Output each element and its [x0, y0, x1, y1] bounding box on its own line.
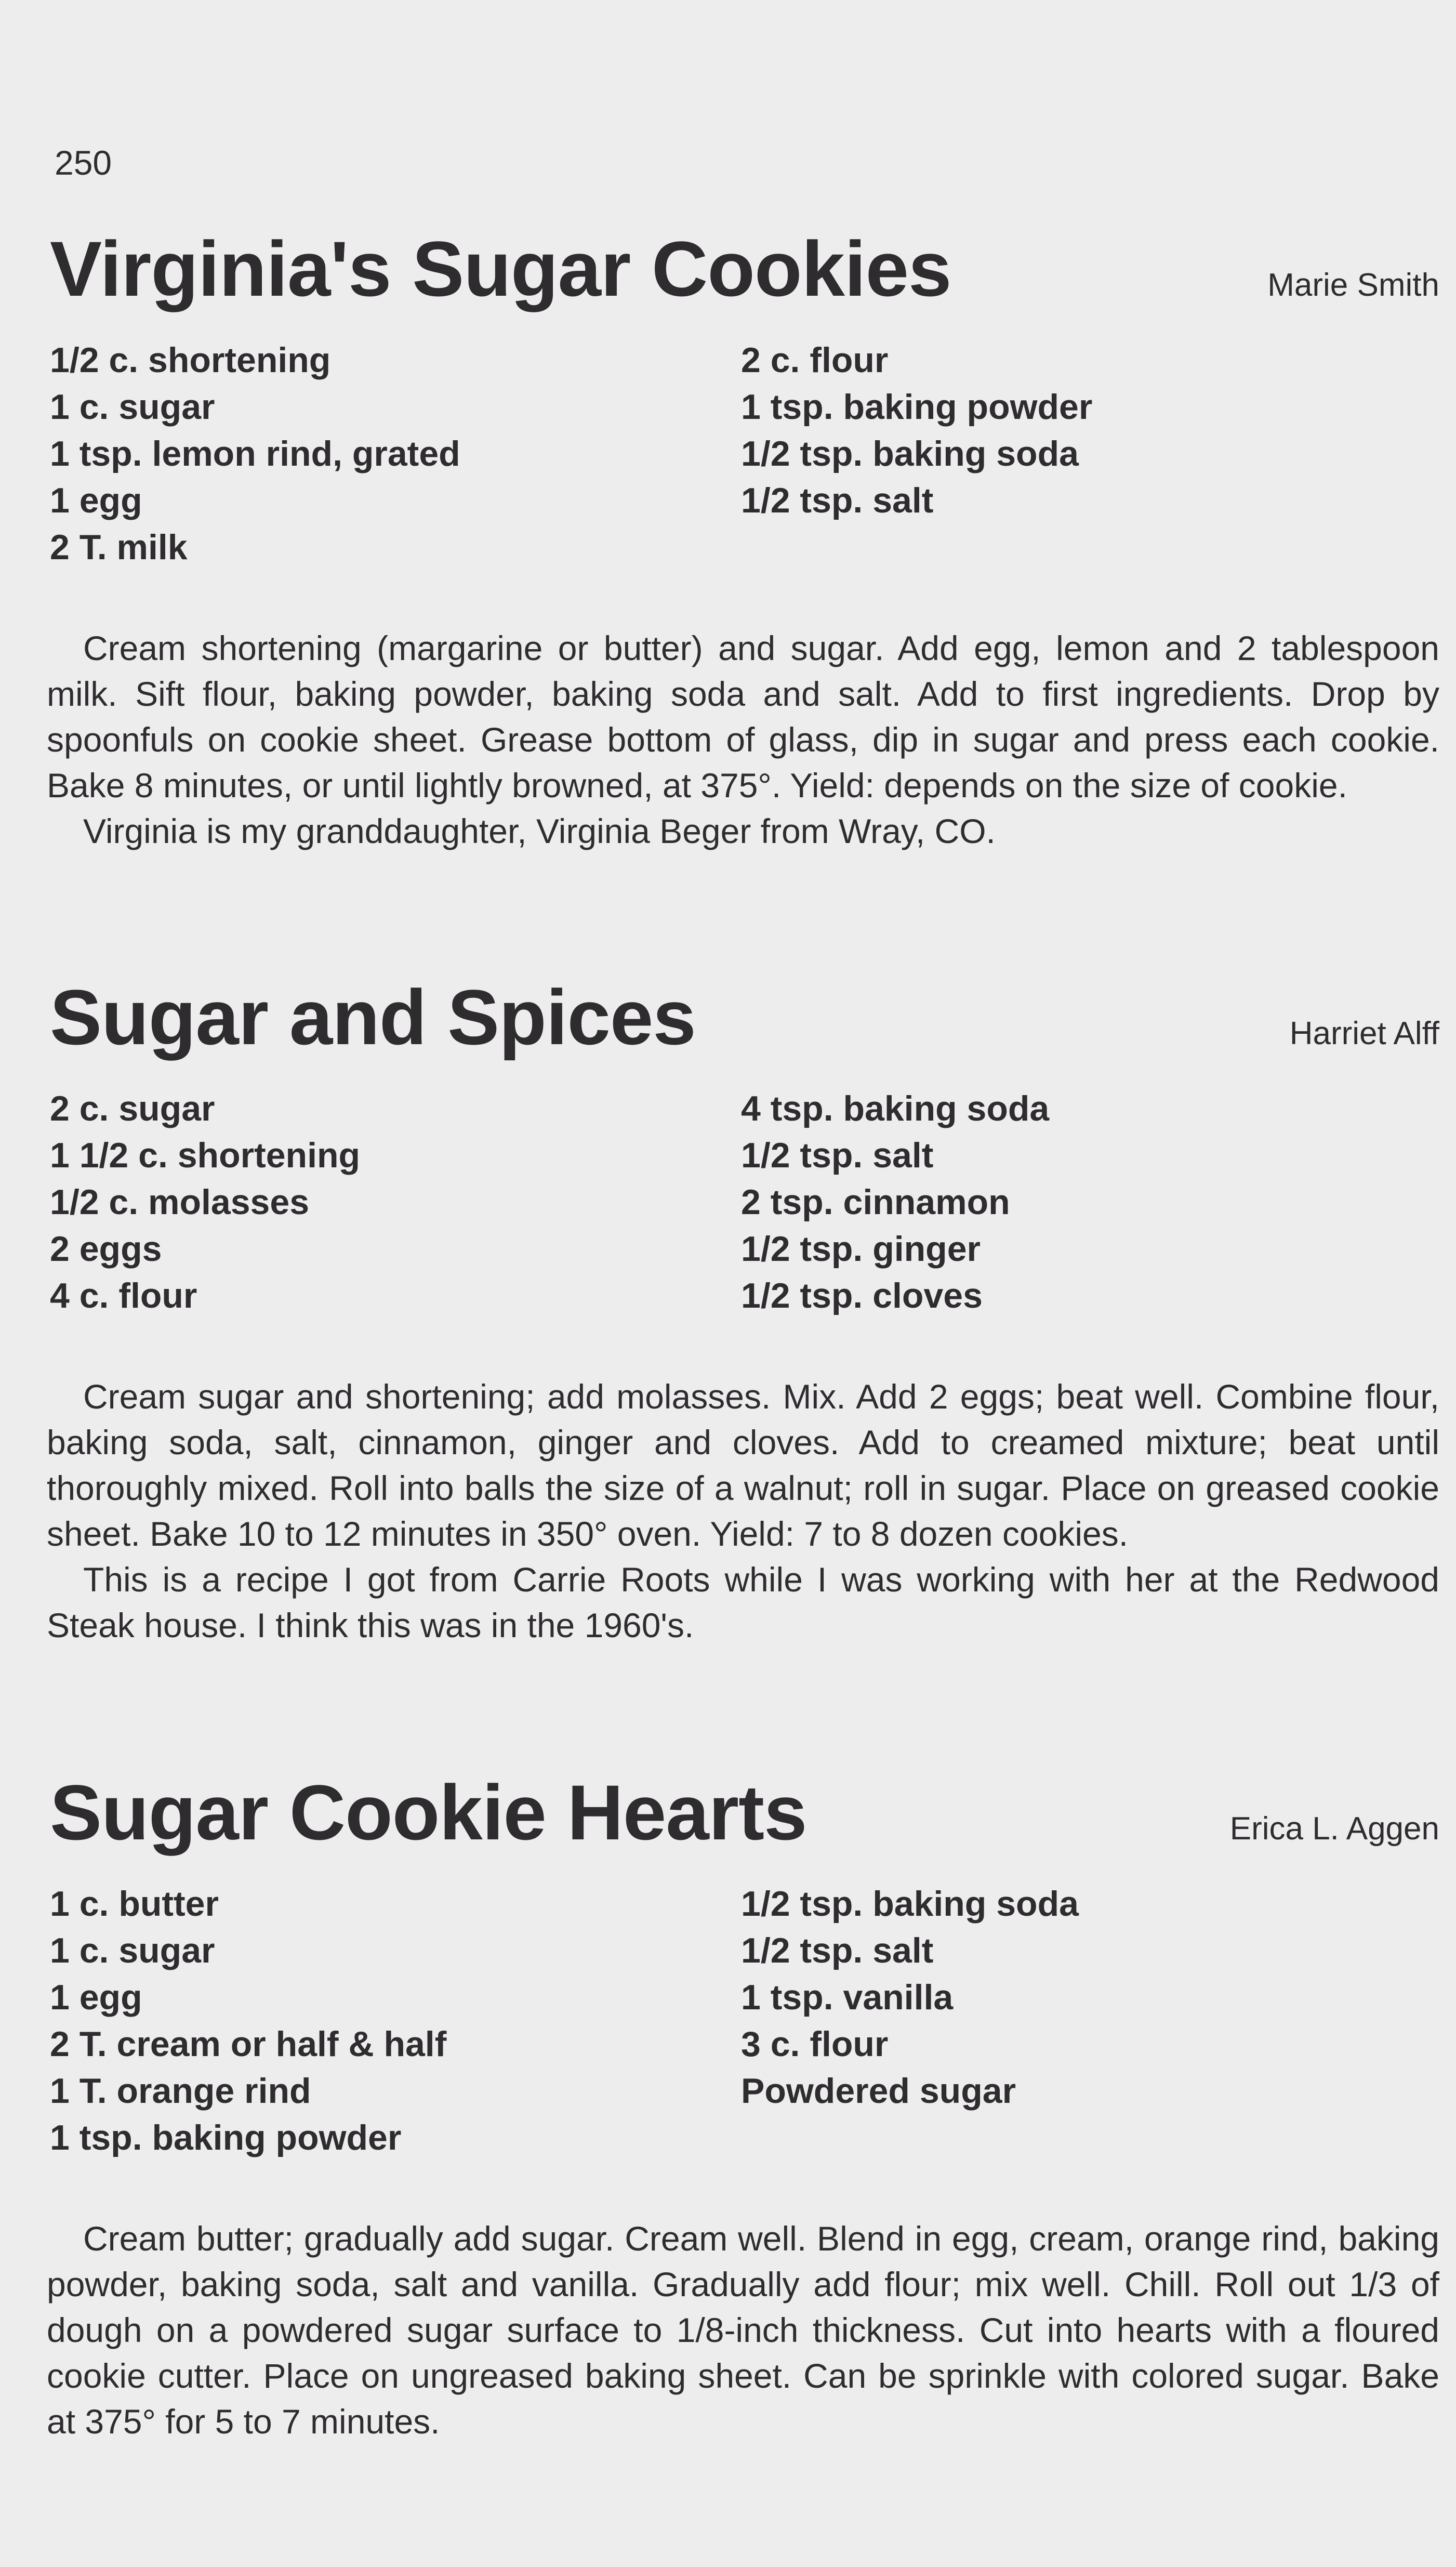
ingredient-item: 1 tsp. lemon rind, grated — [50, 434, 460, 473]
recipe-directions — [47, 2216, 1439, 2444]
ingredient-item: 1 c. sugar — [50, 387, 215, 427]
directions-paragraph: Cream sugar and shortening; add molasses. Mix. Add 2 eggs; beat well. Combine flour, baking soda, salt, cinnamon, ginger and cloves. Add to creamed mixture; beat until thoroughly mixed. Roll into balls the size of a walnut; roll in sugar. Place on greased cookie sheet. Bake 10 to 12 minutes in 350° oven. Yield: 7 to 8 dozen cookies. — [47, 1377, 1439, 1553]
ingredient-column-left — [47, 1880, 741, 2161]
ingredient-item: 2 c. sugar — [50, 1089, 215, 1128]
recipe-author: Harriet Alff — [1289, 1016, 1439, 1051]
directions-paragraph: Cream butter; gradually add sugar. Cream well. Blend in egg, cream, orange rind, baking powder, baking soda, salt and vanilla. Gradually add flour; mix well. Chill. Roll out 1/3 of dough on a powdered sugar surface to 1/8-inch thickness. Cut into hearts with a floured cookie cutter. Place on ungreased baking sheet. Can be sprinkle with colored sugar. Bake at 375° for 5 to 7 minutes. — [47, 2219, 1439, 2441]
recipe-title: Sugar and Spices — [50, 973, 696, 1061]
ingredient-column-left — [47, 337, 741, 571]
ingredient-column-right — [741, 1880, 1417, 2161]
ingredient-item: Powdered sugar — [741, 2071, 1016, 2111]
ingredient-item: 1/2 c. shortening — [50, 340, 331, 380]
page-number: 250 — [55, 143, 112, 182]
ingredient-item: 1/2 tsp. cloves — [741, 1276, 983, 1315]
recipe-directions — [47, 625, 1439, 854]
directions-paragraph: Cream shortening (margarine or butter) and sugar. Add egg, lemon and 2 tablespoon milk. Sift flour, baking powder, baking soda and salt. Add to first ingredients. Drop by spoonfuls on cookie sheet. Grease bottom of glass, dip in sugar and press each cookie. Bake 8 minutes, or until lightly browned, at 375°. Yield: depends on the size of cookie. — [47, 629, 1439, 805]
ingredient-item: 4 tsp. baking soda — [741, 1089, 1050, 1128]
ingredient-item: 1 c. sugar — [50, 1931, 215, 1970]
ingredient-item: 2 T. milk — [50, 528, 188, 567]
ingredient-item: 1/2 tsp. salt — [741, 481, 934, 520]
recipe-author: Erica L. Aggen — [1229, 1811, 1439, 1847]
ingredient-column-right — [741, 1085, 1417, 1319]
ingredient-item: 1/2 tsp. salt — [741, 1136, 934, 1175]
ingredient-item: 1/2 tsp. salt — [741, 1931, 934, 1970]
ingredient-item: 2 tsp. cinnamon — [741, 1182, 1010, 1222]
ingredient-item: 1 egg — [50, 481, 142, 520]
ingredient-item: 1/2 c. molasses — [50, 1182, 310, 1222]
ingredient-list — [47, 337, 1439, 571]
ingredient-item: 4 c. flour — [50, 1276, 197, 1315]
ingredient-item: 2 T. cream or half & half — [50, 2024, 447, 2064]
ingredient-item: 2 c. flour — [741, 340, 889, 380]
recipe-title: Sugar Cookie Hearts — [50, 1769, 807, 1856]
ingredient-item: 1 tsp. vanilla — [741, 1978, 954, 2017]
ingredient-item: 1/2 tsp. baking soda — [741, 434, 1079, 473]
ingredient-item: 3 c. flour — [741, 2024, 889, 2064]
ingredient-item: 1/2 tsp. ginger — [741, 1229, 981, 1269]
ingredient-column-left — [47, 1085, 741, 1319]
ingredient-item: 1 egg — [50, 1978, 142, 2017]
recipe-header — [47, 967, 1439, 1065]
recipe-note: This is a recipe I got from Carrie Roots while I was working with her at the Redwood Steak house. I think this was in the 1960's. — [47, 1560, 1439, 1644]
ingredient-item: 1 tsp. baking powder — [741, 387, 1093, 427]
recipe-sugar-and-spices — [47, 967, 1439, 1648]
ingredient-item: 1 tsp. baking powder — [50, 2118, 402, 2157]
recipe-virginias-sugar-cookies — [47, 218, 1439, 854]
ingredient-item: 1/2 tsp. baking soda — [741, 1884, 1079, 1924]
recipe-note: Virginia is my granddaughter, Virginia Beger from Wray, CO. — [83, 812, 996, 850]
ingredient-list — [47, 1085, 1439, 1319]
recipe-author: Marie Smith — [1267, 267, 1439, 303]
ingredient-list — [47, 1880, 1439, 2161]
ingredient-item: 1 c. butter — [50, 1884, 219, 1924]
ingredient-item: 1 1/2 c. shortening — [50, 1136, 361, 1175]
recipe-header — [47, 218, 1439, 317]
ingredient-item: 2 eggs — [50, 1229, 162, 1269]
recipe-header — [47, 1762, 1439, 1861]
ingredient-item: 1 T. orange rind — [50, 2071, 311, 2111]
recipe-sugar-cookie-hearts — [47, 1762, 1439, 2444]
recipe-title: Virginia's Sugar Cookies — [50, 225, 951, 312]
ingredient-column-right — [741, 337, 1417, 571]
recipe-directions — [47, 1374, 1439, 1648]
